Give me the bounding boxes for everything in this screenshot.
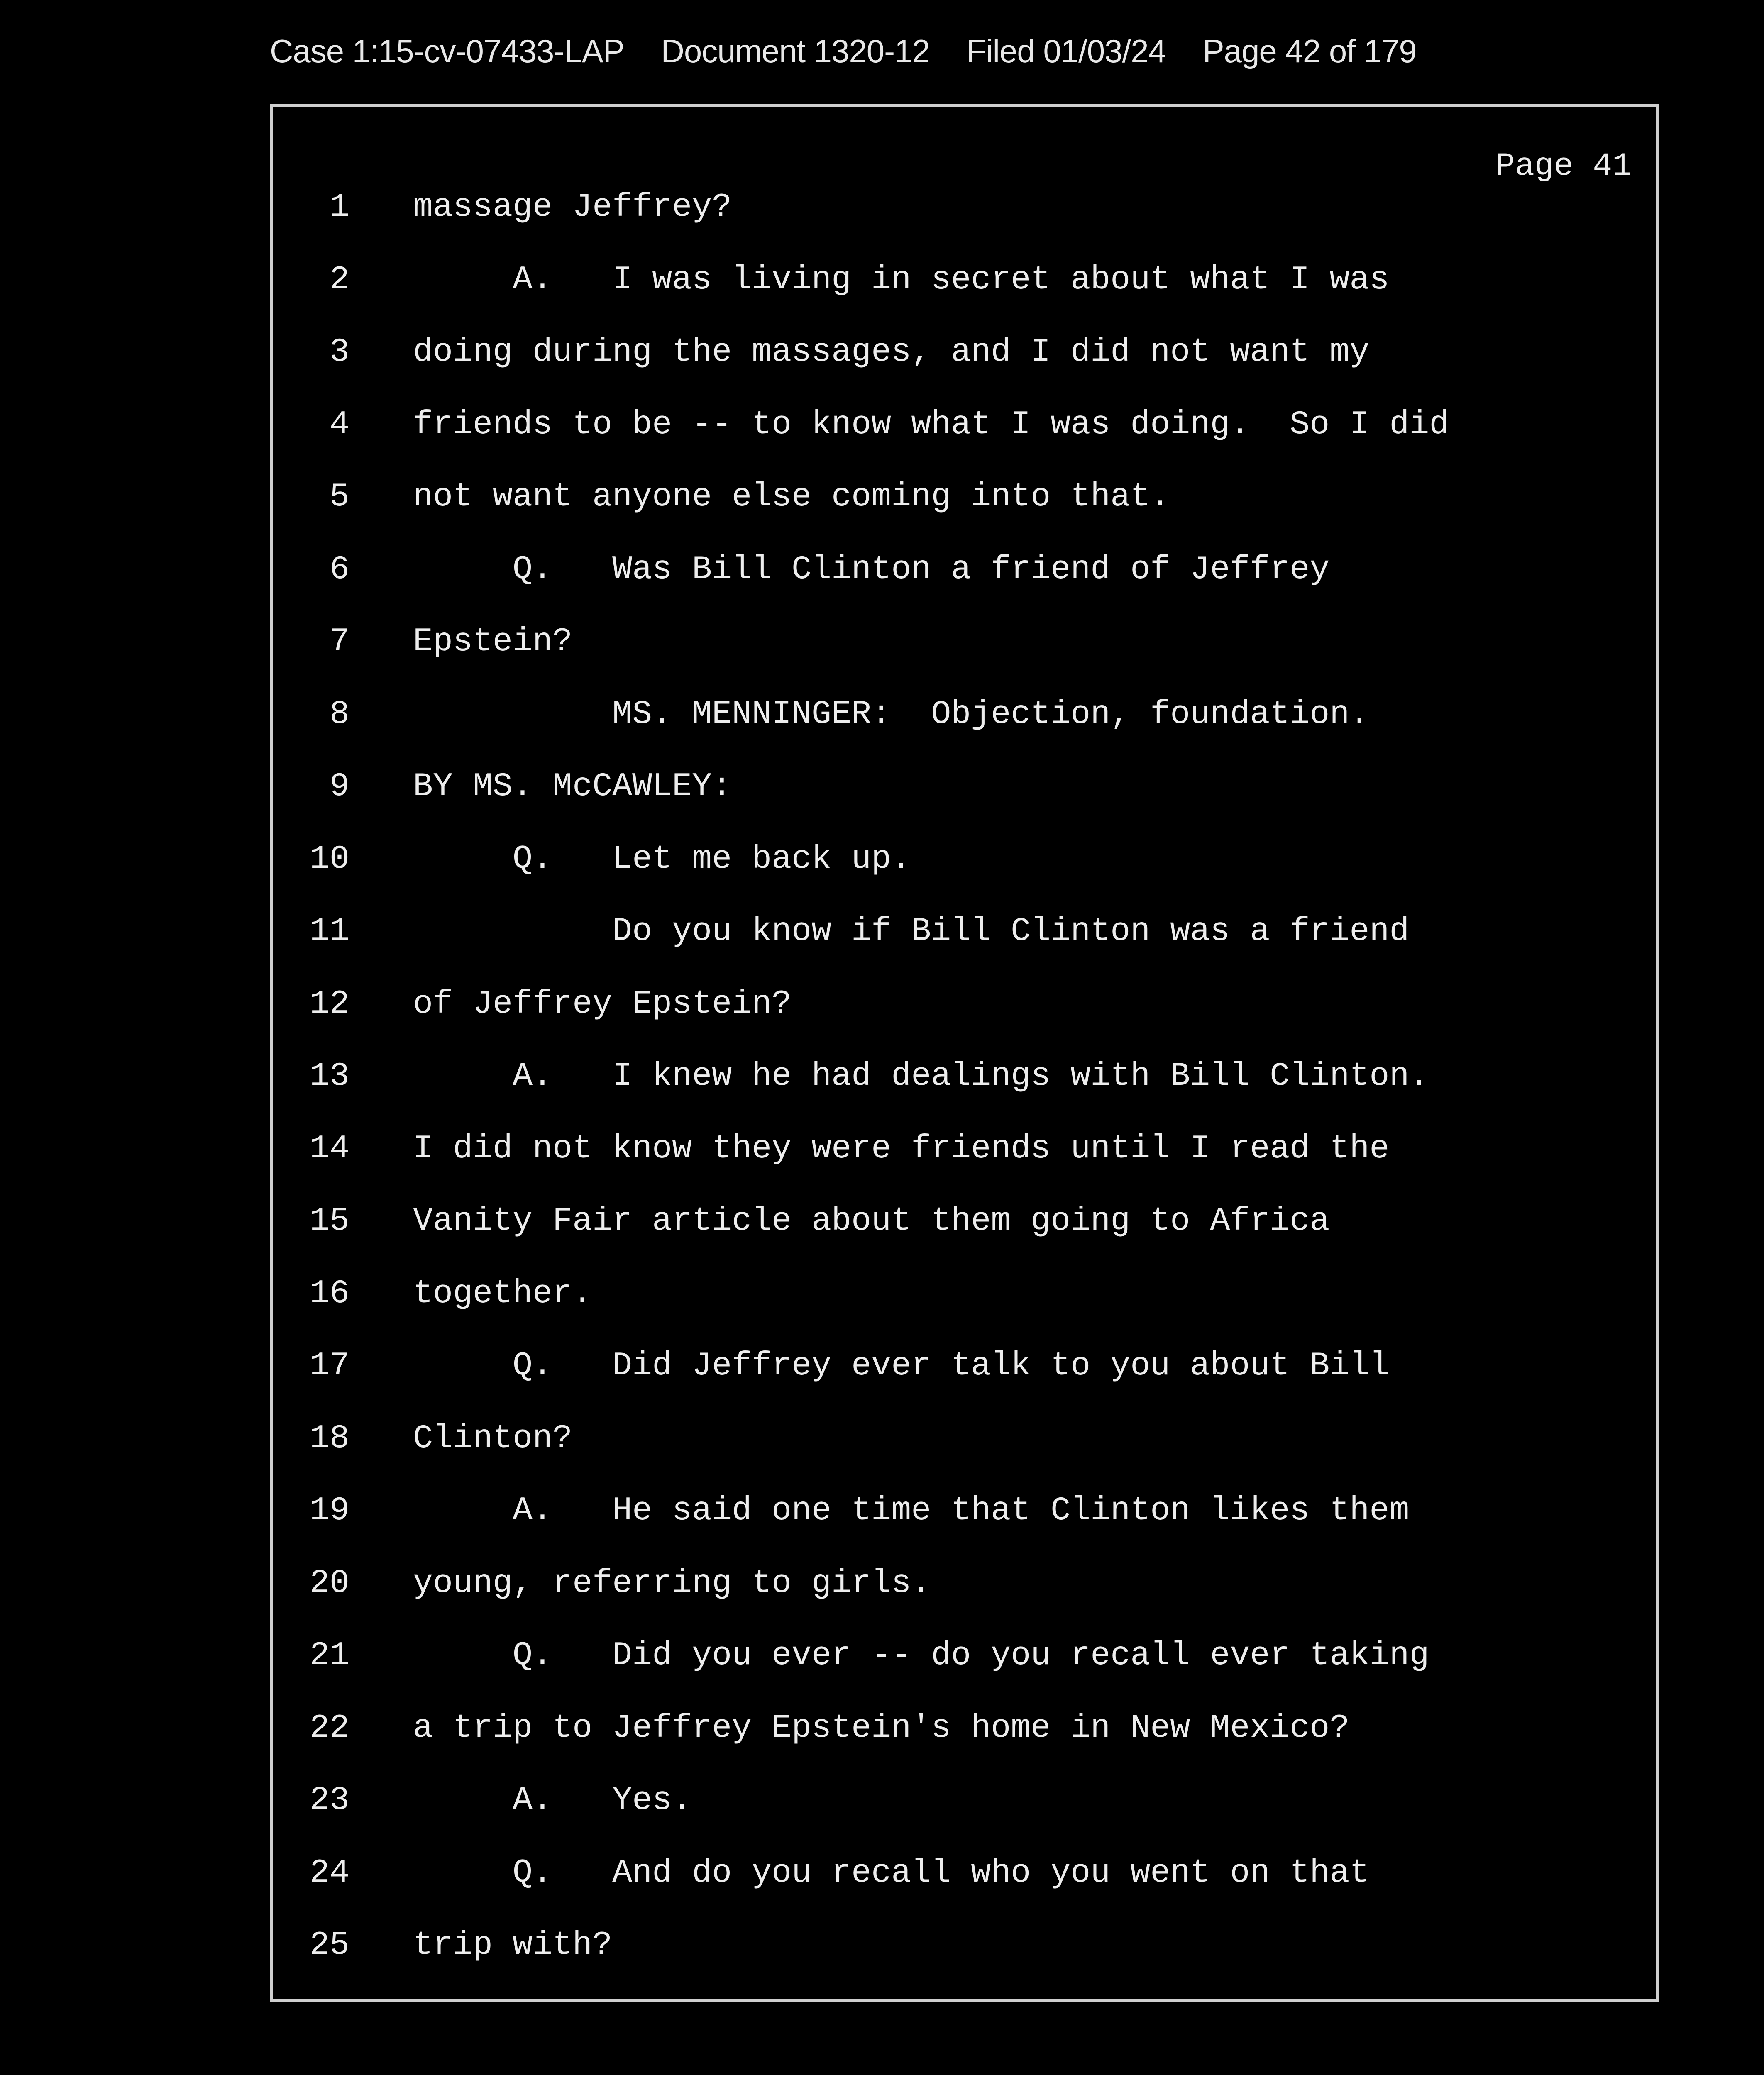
transcript-line xyxy=(273,1704,1656,1753)
line-number: 3 xyxy=(329,333,349,371)
line-number: 14 xyxy=(309,1130,349,1168)
transcript-line xyxy=(273,835,1656,884)
line-text: doing during the massages, and I did not want my xyxy=(413,333,1370,371)
transcript-line xyxy=(273,907,1656,957)
line-number: 1 xyxy=(329,188,349,226)
document-number: Document 1320-12 xyxy=(661,33,930,69)
line-text: A. Yes. xyxy=(413,1782,692,1819)
transcript-line xyxy=(273,617,1656,667)
transcript-line xyxy=(273,1269,1656,1319)
page-count: Page 42 of 179 xyxy=(1202,33,1417,69)
line-number: 11 xyxy=(309,913,349,950)
line-text: Q. Let me back up. xyxy=(413,840,911,878)
line-number: 10 xyxy=(309,840,349,878)
transcript-line xyxy=(273,545,1656,595)
line-text: Do you know if Bill Clinton was a friend xyxy=(413,913,1410,950)
line-text: young, referring to girls. xyxy=(413,1564,931,1602)
line-number: 6 xyxy=(329,550,349,588)
line-text: BY MS. McCAWLEY: xyxy=(413,768,732,806)
line-number: 15 xyxy=(309,1202,349,1240)
transcript-line xyxy=(273,183,1656,232)
line-number: 12 xyxy=(309,985,349,1023)
line-number: 4 xyxy=(329,405,349,444)
transcript-line xyxy=(273,1921,1656,1970)
line-text: together. xyxy=(413,1274,593,1313)
line-text: A. He said one time that Clinton likes them xyxy=(413,1492,1410,1530)
line-text: Vanity Fair article about them going to Africa xyxy=(413,1202,1330,1240)
transcript-line xyxy=(273,762,1656,812)
line-text: massage Jeffrey? xyxy=(413,188,732,226)
line-text: I did not know they were friends until I read the xyxy=(413,1130,1390,1168)
line-text: A. I was living in secret about what I was xyxy=(413,261,1390,299)
transcript-line xyxy=(273,1414,1656,1464)
transcript-line xyxy=(273,255,1656,305)
line-number: 17 xyxy=(309,1347,349,1385)
line-text: trip with? xyxy=(413,1926,613,1964)
line-text: friends to be -- to know what I was doing. So I did xyxy=(413,405,1449,444)
transcript-page-number: Page 41 xyxy=(1495,148,1632,185)
line-text: a trip to Jeffrey Epstein's home in New Mexico? xyxy=(413,1709,1350,1747)
line-text: Epstein? xyxy=(413,623,573,661)
line-text: not want anyone else coming into that. xyxy=(413,478,1170,516)
transcript-line xyxy=(273,327,1656,377)
line-number: 13 xyxy=(309,1057,349,1095)
line-number: 9 xyxy=(329,768,349,806)
transcript-line xyxy=(273,1341,1656,1391)
line-number: 5 xyxy=(329,478,349,516)
transcript-line xyxy=(273,400,1656,450)
line-text: Q. And do you recall who you went on that xyxy=(413,1854,1370,1892)
line-text: Clinton? xyxy=(413,1419,573,1457)
line-number: 2 xyxy=(329,261,349,299)
line-number: 25 xyxy=(309,1926,349,1964)
transcript-lines xyxy=(273,107,1656,1999)
transcript-line xyxy=(273,1776,1656,1826)
transcript-line xyxy=(273,979,1656,1029)
transcript-line xyxy=(273,1052,1656,1101)
transcript-line xyxy=(273,1124,1656,1174)
line-text: Q. Did you ever -- do you recall ever taking xyxy=(413,1637,1429,1675)
line-text: A. I knew he had dealings with Bill Clinton. xyxy=(413,1057,1429,1095)
transcript-line xyxy=(273,472,1656,522)
line-number: 19 xyxy=(309,1492,349,1530)
transcript-line xyxy=(273,1486,1656,1536)
transcript-line xyxy=(273,1631,1656,1681)
line-number: 24 xyxy=(309,1854,349,1892)
line-text: of Jeffrey Epstein? xyxy=(413,985,792,1023)
transcript-line xyxy=(273,1559,1656,1609)
case-number: Case 1:15-cv-07433-LAP xyxy=(270,33,624,69)
line-number: 20 xyxy=(309,1564,349,1602)
line-text: MS. MENNINGER: Objection, foundation. xyxy=(413,695,1370,733)
line-number: 16 xyxy=(309,1274,349,1313)
line-number: 18 xyxy=(309,1419,349,1457)
line-number: 7 xyxy=(329,623,349,661)
case-header xyxy=(270,32,1417,70)
line-number: 21 xyxy=(309,1637,349,1675)
transcript-line xyxy=(273,1196,1656,1246)
transcript-line xyxy=(273,1848,1656,1898)
transcript-page xyxy=(270,104,1659,2002)
line-text: Q. Was Bill Clinton a friend of Jeffrey xyxy=(413,550,1330,588)
line-number: 8 xyxy=(329,695,349,733)
transcript-line xyxy=(273,690,1656,740)
line-number: 22 xyxy=(309,1709,349,1747)
filed-date: Filed 01/03/24 xyxy=(966,33,1166,69)
line-text: Q. Did Jeffrey ever talk to you about Bill xyxy=(413,1347,1390,1385)
line-number: 23 xyxy=(309,1782,349,1819)
